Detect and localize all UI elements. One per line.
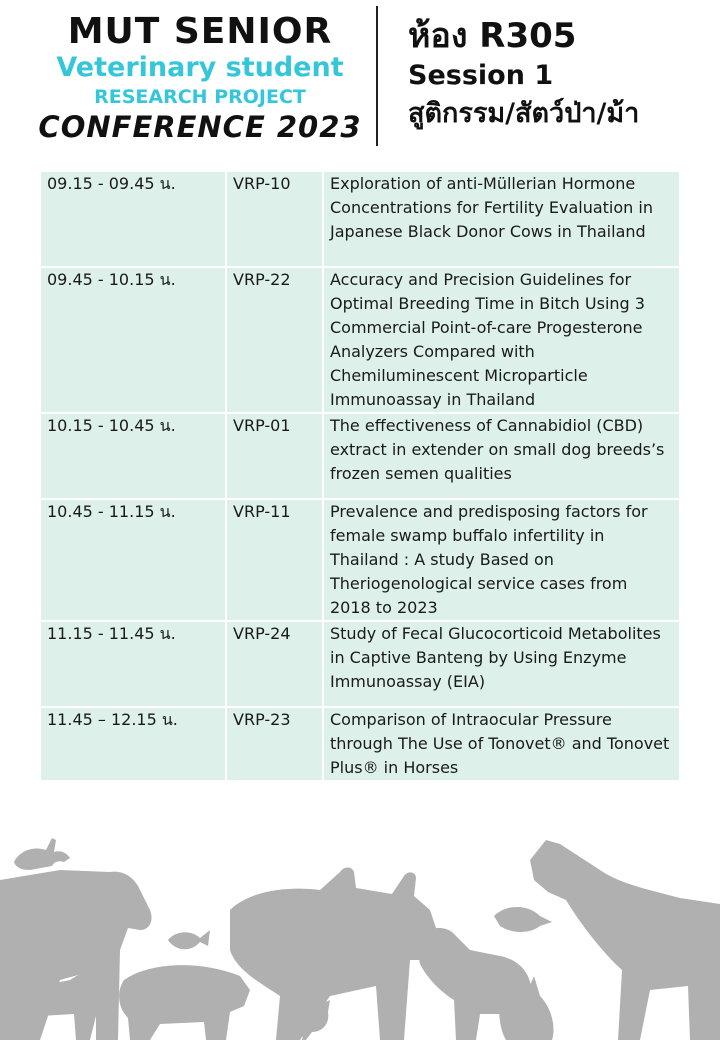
time-cell: 10.45 - 11.15 น. [40,499,226,621]
code-cell: VRP-23 [226,707,323,781]
page-header [0,0,720,160]
buffalo-icon [230,868,440,1040]
pig-icon [119,965,250,1040]
horse-icon [530,840,720,1040]
time-cell: 09.45 - 10.15 น. [40,267,226,413]
code-cell: VRP-24 [226,621,323,707]
table-row [40,413,680,499]
title-cell: Accuracy and Precision Guidelines for Optimal Breeding Time in Bitch Using 3 Commercial Point-of-care Progesterone Analyzers Compared with Chemiluminescent Microparticle Immunoassay in Thailand [323,267,680,413]
rabbit-icon [14,838,70,870]
time-cell: 11.15 - 11.45 น. [40,621,226,707]
table-row [40,267,680,413]
session-label: Session 1 [408,60,554,91]
title-cell: Exploration of anti-Müllerian Hormone Concentrations for Fertility Evaluation in Japanese Black Donor Cows in Thailand [323,171,680,267]
table-row [40,499,680,621]
time-cell: 09.15 - 09.45 น. [40,171,226,267]
title-cell: Study of Fecal Glucocorticoid Metabolites in Captive Banteng by Using Enzyme Immunoassay (EIA) [323,621,680,707]
time-cell: 11.45 – 12.15 น. [40,707,226,781]
logo-line-1: MUT SENIOR [67,11,333,52]
header-divider [376,6,378,146]
code-cell: VRP-11 [226,499,323,621]
table-row [40,621,680,707]
table-row [40,171,680,267]
code-cell: VRP-10 [226,171,323,267]
time-cell: 10.15 - 10.45 น. [40,413,226,499]
animal-silhouettes-illustration [0,800,720,1040]
chicken-icon [299,999,330,1040]
code-cell: VRP-01 [226,413,323,499]
title-cell: Prevalence and predisposing factors for female swamp buffalo infertility in Thailand : A study Based on Theriogenological service cases from 2018 to 2023 [323,499,680,621]
logo-line-2: Veterinary student [56,52,344,83]
conference-logo [30,12,370,144]
fish-icon [168,930,210,949]
room-info [408,14,639,134]
title-cell: Comparison of Intraocular Pressure through The Use of Tonovet® and Tonovet Plus® in Horses [323,707,680,781]
table-row [40,707,680,781]
schedule-table [39,170,681,782]
logo-line-4: CONFERENCE 2023 [38,110,362,144]
title-cell: The effectiveness of Cannabidiol (CBD) extract in extender on small dog breeds’s frozen semen qualities [323,413,680,499]
room-title: ห้อง R305 [408,16,577,56]
session-topic: สูติกรรม/สัตว์ป่า/ม้า [408,98,640,129]
logo-line-3: RESEARCH PROJECT [94,86,306,108]
code-cell: VRP-22 [226,267,323,413]
shrimp-icon [494,907,552,932]
